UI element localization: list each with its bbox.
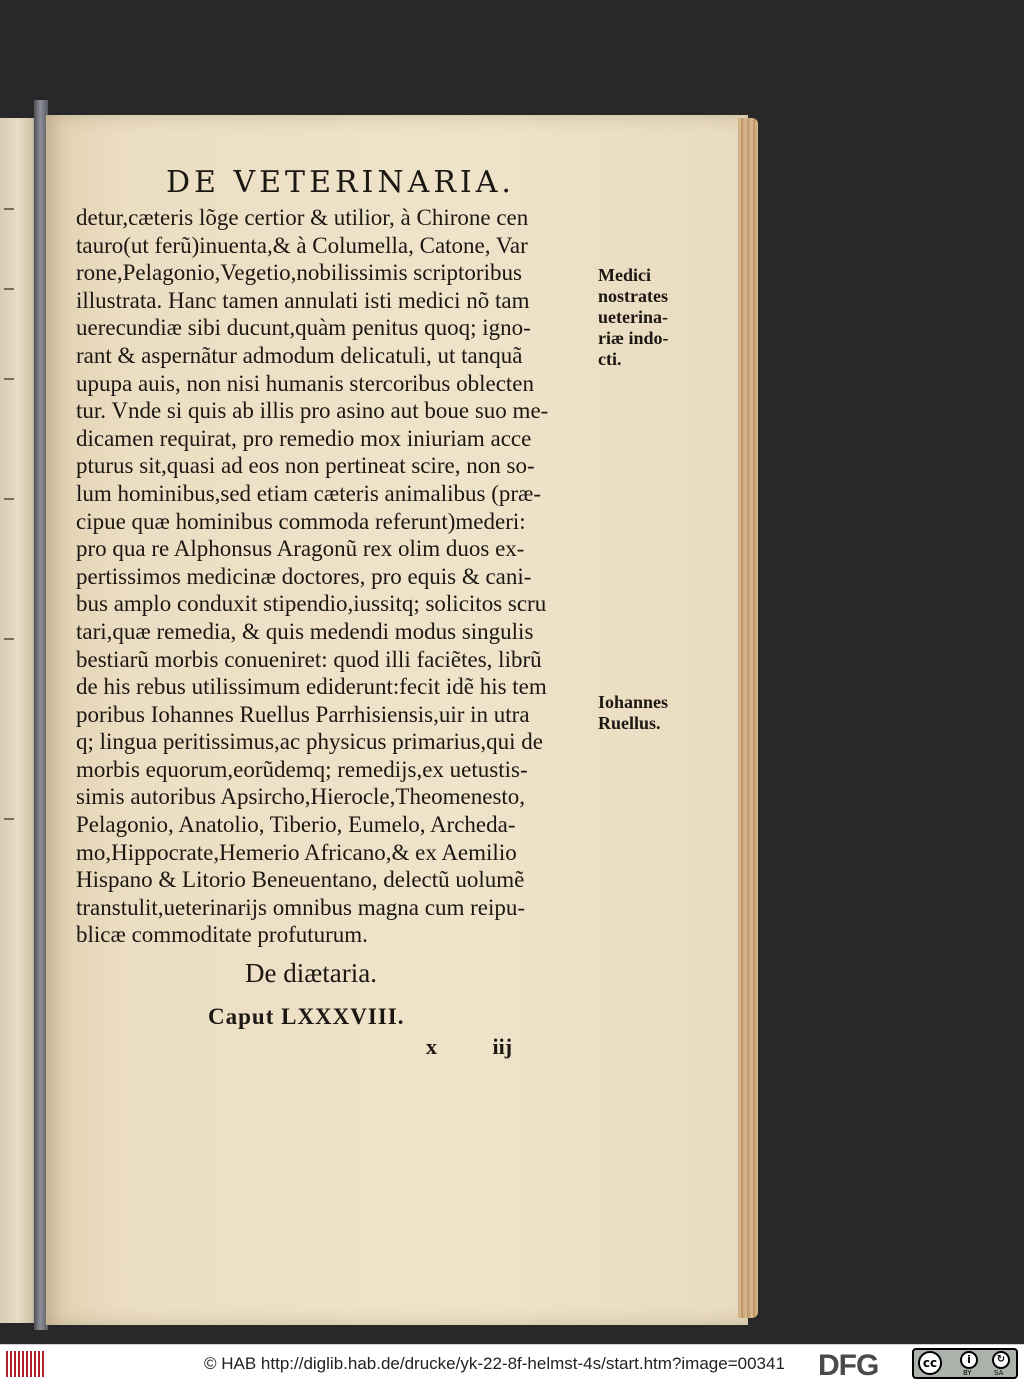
edge-ink-mark [4, 208, 14, 210]
cc-license-badge[interactable] [912, 1348, 1018, 1379]
text-line: poribus Iohannes Ruellus Parrhisiensis,uir in utra [76, 701, 530, 727]
section-heading: De diætaria. [245, 958, 377, 988]
text-line: dicamen requirat, pro remedio mox iniuriam acce [76, 425, 532, 451]
attribution-icon: i [960, 1351, 978, 1369]
margin-note-line: riæ indo- [598, 328, 669, 348]
barcode-icon [6, 1351, 46, 1377]
edge-ink-mark [4, 498, 14, 500]
text-line: q; lingua peritissimus,ac physicus primarius,qui de [76, 729, 543, 755]
text-line: bus amplo conduxit stipendio,iussitq; solicitos scru [76, 591, 547, 617]
text-line: detur,cæteris lõge certior & utilior, à Chirone cen [76, 205, 529, 230]
license-sa-label: SA [994, 1369, 1004, 1377]
text-line: mo,Hippocrate,Hemerio Africano,& ex Aemilio [76, 839, 517, 865]
margin-note-ruellus [598, 692, 668, 734]
margin-note-line: Iohannes [598, 692, 669, 712]
margin-note-medici [598, 265, 669, 370]
text-line: transtulit,ueterinarijs omnibus magna cum reipu- [76, 894, 526, 920]
text-line: rant & aspernãtur admodum delicatuli, ut tanquã [76, 342, 523, 368]
text-line: uerecundiæ sibi ducunt,quàm penitus quoq; igno- [76, 315, 531, 341]
text-line: bestiarũ morbis conueniret: quod illi faciẽtes, librũ [76, 646, 542, 672]
text-line: Hispano & Litorio Beneuentano, delectũ uolumẽ [76, 867, 525, 893]
text-line: simis autoribus Apsircho,Hierocle,Theomenesto, [76, 784, 526, 810]
text-line: cipue quæ hominibus commoda referunt)mederi: [76, 508, 526, 534]
page-block-edge [738, 118, 758, 1318]
share-alike-icon: ↻ [992, 1351, 1010, 1369]
edge-ink-mark [4, 378, 14, 380]
text-line: pro qua re Alphonsus Aragonũ rex olim duos ex- [76, 536, 525, 562]
chapter-label: Caput LXXXVIII. [208, 1004, 405, 1029]
text-line: tari,quæ remedia, & quis medendi modus singulis [76, 618, 534, 644]
margin-note-line: Ruellus. [598, 713, 661, 733]
cc-icon: cc [918, 1351, 942, 1375]
text-line: de his rebus utilissimum ediderunt:fecit idẽ his tem [76, 674, 547, 700]
margin-note-line: ueterina- [598, 307, 668, 327]
edge-ink-mark [4, 638, 14, 640]
margin-note-line: nostrates [598, 286, 668, 306]
text-line: Pelagonio, Anatolio, Tiberio, Eumelo, Archeda- [76, 812, 516, 838]
running-head: DE VETERINARIA. [166, 165, 515, 200]
signature-mark: x iij [426, 1034, 513, 1059]
text-line: rone,Pelagonio,Vegetio,nobilissimis scriptoribus [76, 260, 522, 286]
dfg-logo[interactable]: DFG [818, 1349, 879, 1382]
text-line: morbis equorum,eorũdemq; remedijs,ex uetustis- [76, 756, 528, 782]
text-line: pertissimos medicinæ doctores, pro equis & cani- [76, 563, 532, 589]
license-by-label: BY [963, 1369, 972, 1377]
text-line: tauro(ut ferũ)inuenta,& à Columella, Catone, Var [76, 232, 528, 258]
text-line: lum hominibus,sed etiam cæteris animalibus (præ- [76, 480, 542, 506]
edge-ink-mark [4, 288, 14, 290]
margin-note-line: cti. [598, 349, 622, 369]
text-line: blicæ commoditate profuturum. [76, 922, 368, 948]
text-line: pturus sit,quasi ad eos non pertineat scire, non so- [76, 453, 535, 479]
text-line: illustrata. Hanc tamen annulati isti medici nõ tam [76, 287, 530, 313]
text-line: upupa auis, non nisi humanis stercoribus oblecten [76, 370, 535, 396]
text-line: tur. Vnde si quis ab illis pro asino aut boue suo me- [76, 398, 549, 424]
body-text [76, 204, 592, 949]
margin-note-line: Medici [598, 265, 651, 285]
footer-bar [0, 1344, 1024, 1383]
credit-link[interactable]: © HAB http://diglib.hab.de/drucke/yk-22-8f-helmst-4s/start.htm?image=00341 [204, 1354, 785, 1373]
edge-ink-mark [4, 818, 14, 820]
